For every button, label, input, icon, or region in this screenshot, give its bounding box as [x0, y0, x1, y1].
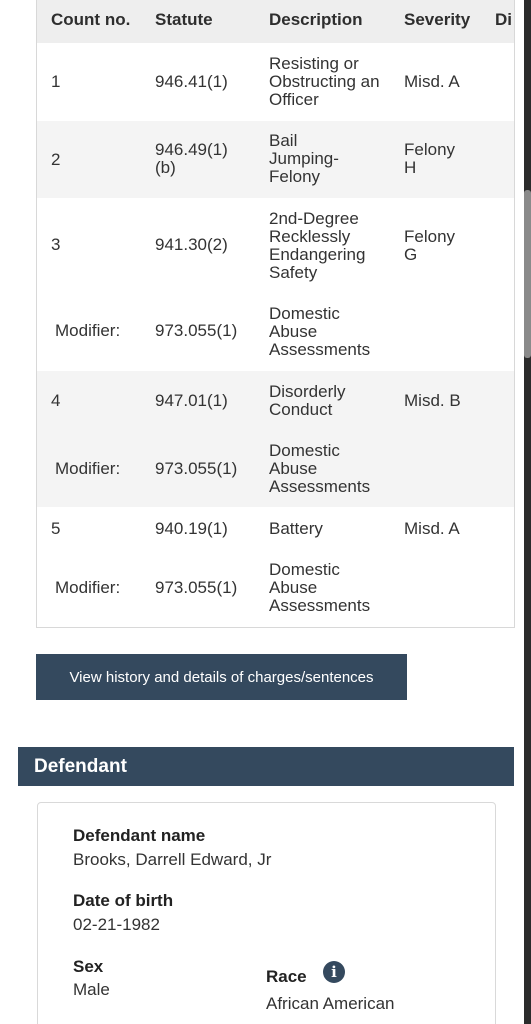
count-number: 4: [51, 391, 61, 410]
statute: 946.49(1)(b): [155, 140, 228, 177]
modifier-label: Modifier:: [55, 321, 121, 340]
description: Bail Jumping-Felony: [269, 131, 339, 186]
description: 2nd-Degree Recklessly Endangering Safety: [269, 209, 366, 282]
statute: 941.30(2): [155, 235, 228, 254]
count-number: 1: [51, 72, 61, 91]
statute: 973.055(1): [155, 459, 238, 478]
race-label: Race: [266, 967, 307, 986]
race-value: African American: [266, 994, 395, 1013]
statute: 940.19(1): [155, 519, 228, 538]
column-header-disposition: Di: [495, 10, 512, 29]
description: Domestic Abuse Assessments: [269, 441, 371, 496]
description: Domestic Abuse Assessments: [269, 304, 371, 359]
column-header-description: Description: [269, 10, 363, 29]
description: Domestic Abuse Assessments: [269, 560, 371, 615]
severity: Misd. A: [404, 519, 460, 538]
column-header-count: Count no.: [51, 10, 131, 29]
modifier-label: Modifier:: [55, 578, 121, 597]
table-row-group: [37, 507, 515, 628]
statute: 973.055(1): [155, 321, 238, 340]
description: Resisting or Obstructing an Officer: [269, 54, 380, 109]
description: Disorderly Conduct: [269, 382, 346, 419]
defendant-name-label: Defendant name: [73, 826, 206, 845]
info-icon[interactable]: i: [323, 961, 345, 983]
defendant-name-value: Brooks, Darrell Edward, Jr: [73, 850, 272, 869]
severity: Felony G: [404, 227, 456, 264]
table-header-row: [37, 0, 515, 43]
charges-table: [36, 0, 515, 628]
view-history-button[interactable]: View history and details of charges/sentences: [36, 654, 407, 700]
sex-label: Sex: [73, 957, 104, 976]
column-header-severity: Severity: [404, 10, 471, 29]
sex-value: Male: [73, 980, 110, 999]
dob-value: 02-21-1982: [73, 915, 160, 934]
count-number: 2: [51, 150, 61, 169]
scrollbar-thumb[interactable]: [524, 190, 531, 358]
count-number: 5: [51, 519, 61, 538]
description: Battery: [269, 519, 323, 538]
table-row-group: [37, 198, 515, 371]
column-header-statute: Statute: [155, 10, 213, 29]
defendant-section-header: Defendant: [18, 747, 514, 786]
table-row-group: [37, 371, 515, 507]
table-row: [37, 121, 515, 198]
table-row: [37, 43, 515, 121]
severity: Misd. B: [404, 391, 461, 410]
statute: 947.01(1): [155, 391, 228, 410]
modifier-label: Modifier:: [55, 459, 121, 478]
severity: Misd. A: [404, 72, 460, 91]
statute: 946.41(1): [155, 72, 228, 91]
count-number: 3: [51, 235, 61, 254]
dob-label: Date of birth: [73, 891, 174, 910]
severity: Felony H: [404, 140, 456, 177]
statute: 973.055(1): [155, 578, 238, 597]
page-scrollbar[interactable]: [524, 0, 531, 1024]
